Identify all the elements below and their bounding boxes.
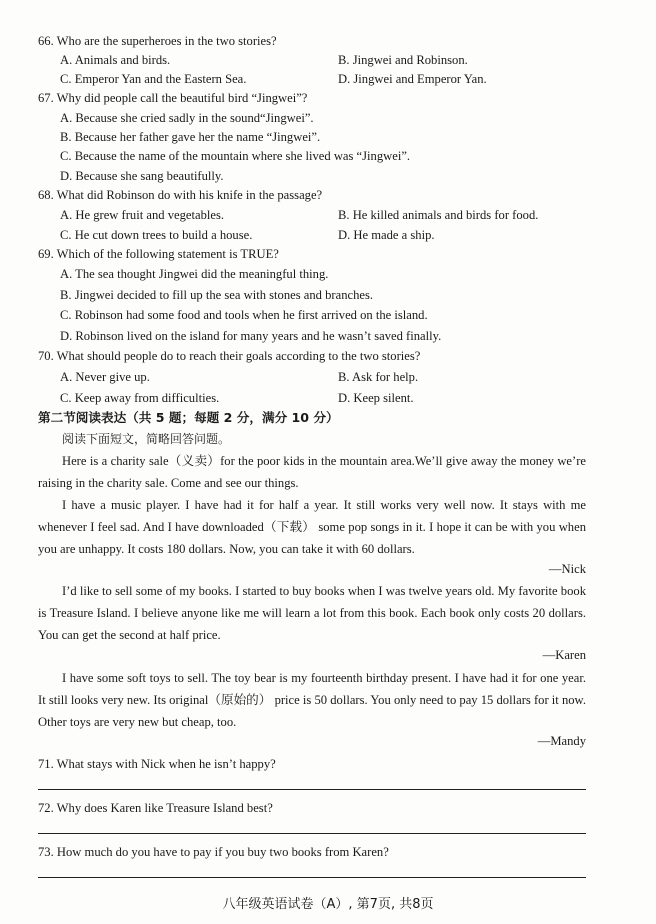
question-68-option-b[interactable]: B. He killed animals and birds for food. <box>338 208 539 222</box>
page-footer: 八年级英语试卷（A）, 第7页, 共8页 <box>222 897 434 912</box>
answer-line-72[interactable] <box>38 833 586 834</box>
question-66-option-c[interactable]: C. Emperor Yan and the Eastern Sea. <box>60 72 247 86</box>
passage-entry-karen <box>38 580 586 646</box>
question-69-option-a[interactable]: A. The sea thought Jingwei did the meaningful thing. <box>60 267 329 281</box>
question-70-option-c[interactable]: C. Keep away from difficulties. <box>60 391 220 405</box>
passage-entry-mandy <box>38 667 586 733</box>
question-69-option-b[interactable]: B. Jingwei decided to fill up the sea with stones and branches. <box>60 288 374 302</box>
question-67-option-c[interactable]: C. Because the name of the mountain where she lived was “Jingwei”. <box>60 149 411 163</box>
section-instruction: 阅读下面短文，简略回答问题。 <box>62 432 231 446</box>
author-mandy: —Mandy <box>537 734 586 748</box>
question-67-option-d[interactable]: D. Because she sang beautifully. <box>60 169 224 183</box>
question-69-option-d[interactable]: D. Robinson lived on the island for many years and he wasn’t saved finally. <box>60 329 442 343</box>
question-68-stem: 68. What did Robinson do with his knife in the passage? <box>38 188 323 202</box>
author-nick: —Nick <box>548 562 586 576</box>
question-70-option-a[interactable]: A. Never give up. <box>60 370 150 384</box>
passage-entry-karen-text: I’d like to sell some of my books. I started to buy books when I was twelve years old. My favorite book is Treasure Island. I believe anyone like me will learn a lot from this book. Each book only costs 20 dollars. You can get the second at half price. <box>38 584 586 642</box>
question-67-option-b[interactable]: B. Because her father gave her the name “Jingwei”. <box>60 130 321 144</box>
question-66-option-b[interactable]: B. Jingwei and Robinson. <box>338 53 468 67</box>
passage-intro <box>38 450 586 494</box>
section-title: 第二节阅读表达（共 5 题；每题 2 分，满分 10 分） <box>38 410 339 425</box>
question-68-option-d[interactable]: D. He made a ship. <box>338 228 435 242</box>
question-68-option-a[interactable]: A. He grew fruit and vegetables. <box>60 208 225 222</box>
author-karen: —Karen <box>542 648 586 662</box>
question-72: 72. Why does Karen like Treasure Island best? <box>38 801 273 815</box>
passage-entry-nick <box>38 494 586 560</box>
question-69-option-c[interactable]: C. Robinson had some food and tools when he first arrived on the island. <box>60 308 428 322</box>
question-71: 71. What stays with Nick when he isn’t happy? <box>38 757 276 771</box>
question-67-stem: 67. Why did people call the beautiful bird “Jingwei”? <box>38 91 308 105</box>
question-66-stem: 66. Who are the superheroes in the two stories? <box>38 34 277 48</box>
question-66-option-d[interactable]: D. Jingwei and Emperor Yan. <box>338 72 487 86</box>
answer-line-71[interactable] <box>38 789 586 790</box>
question-70-option-b[interactable]: B. Ask for help. <box>338 370 419 384</box>
passage-entry-nick-text: I have a music player. I have had it for half a year. It still works very well now. It stays with me whenever I feel sad. And I have downloaded（下载） some pop songs in it. I hope it can be with you when you are unhappy. It costs 180 dollars. Now, you can take it with 60 dollars. <box>38 498 586 556</box>
passage-intro-text: Here is a charity sale（义卖）for the poor kids in the mountain area.We’ll give away the money we’re raising in the charity sale. Come and see our things. <box>38 454 586 490</box>
question-70-stem: 70. What should people do to reach their goals according to the two stories? <box>38 349 421 363</box>
question-69-stem: 69. Which of the following statement is TRUE? <box>38 247 279 261</box>
question-66-option-a[interactable]: A. Animals and birds. <box>60 53 171 67</box>
question-73: 73. How much do you have to pay if you buy two books from Karen? <box>38 845 389 859</box>
question-70-option-d[interactable]: D. Keep silent. <box>338 391 414 405</box>
passage-entry-mandy-text: I have some soft toys to sell. The toy bear is my fourteenth birthday present. I have had it for one year. It still looks very new. Its original（原始的） price is 50 dollars. You only need to pay 15 dollars for it now. Other toys are very new but cheap, too. <box>38 671 586 729</box>
question-67-option-a[interactable]: A. Because she cried sadly in the sound“Jingwei”. <box>60 111 314 125</box>
answer-line-73[interactable] <box>38 877 586 878</box>
question-68-option-c[interactable]: C. He cut down trees to build a house. <box>60 228 253 242</box>
